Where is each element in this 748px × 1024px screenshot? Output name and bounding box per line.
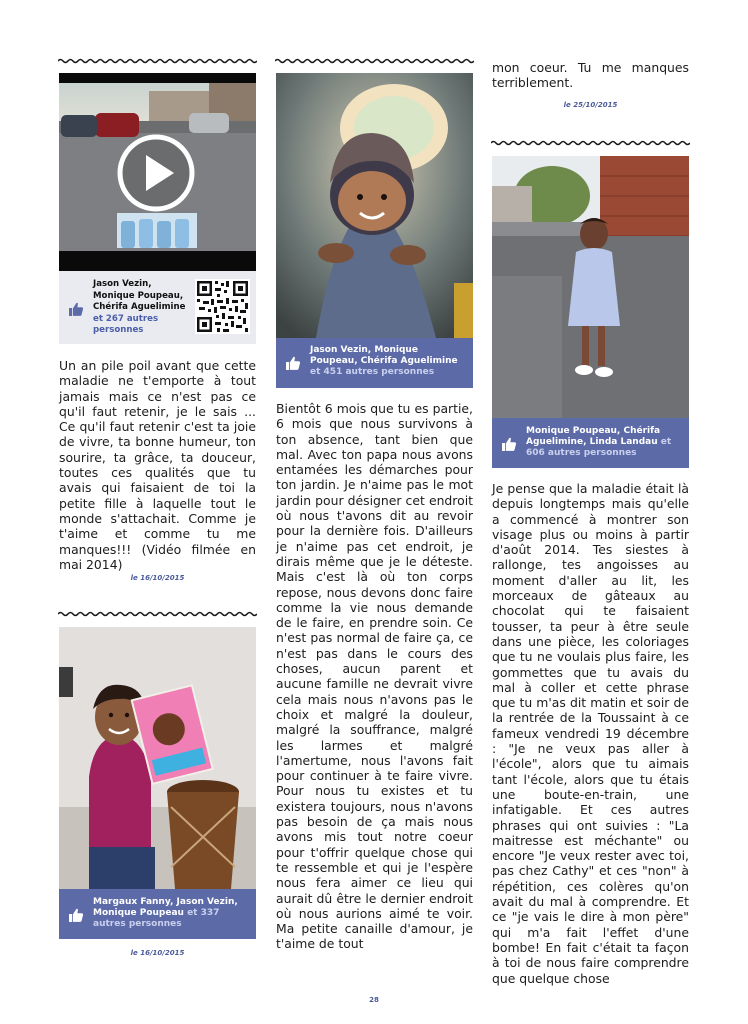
photo-image: [492, 156, 689, 418]
post-text-continued: mon coeur. Tu me manques terriblement.: [492, 60, 689, 91]
photo-girl-in-tunnel[interactable]: [276, 73, 473, 338]
like-thumb-icon: [285, 355, 301, 371]
play-icon[interactable]: [116, 133, 196, 213]
like-thumb-icon: [501, 436, 517, 452]
photo-like-bar: [492, 418, 689, 468]
like-names: Jason Vezin, Monique Poupeau, Chérifa Aguelimine: [310, 345, 458, 366]
video-player[interactable]: [59, 73, 256, 271]
post-text-video: Un an pile poil avant que cette maladie ne t'emporte à tout jamais mais ce n'est pas ce qu'il faut retenir, je le sais ... Ce qu'il faut retenir c'est ta joie de vivre, ta bonne humeur, ton sourire, ta grâce, ta douceur, toutes ces qualités que tu avais qui faisaient de toi la petite fille à laquelle tout le monde s'attachait. Comme je t'aime et comme tu me manques!!! (Vidéo filmée en mai 2014): [59, 358, 256, 572]
like-others: et 337 autres personnes: [93, 908, 220, 929]
photo-image: [59, 627, 256, 889]
photo-like-bar: [59, 889, 256, 939]
like-others: et 606 autres personnes: [526, 437, 672, 458]
wavy-divider: [275, 57, 474, 65]
like-names: Jason Vezin, Monique Poupeau, Chérifa Aguelimine: [93, 279, 186, 312]
like-others: et 451 autres personnes: [310, 367, 435, 377]
photo-girl-walking[interactable]: [492, 156, 689, 418]
post-text-illness: Je pense que la maladie était là depuis longtemps mais qu'elle a commencé à montrer son visage plus ou moins à partir d'août 2014. Tes siestes à rallonge, tes angoisses au moment d'aller au lit, les morceaux de gâteaux au chocolat qui te faisaient tousser, ta peur à être seule dans une pièce, les coloriages que tu ne voulais plus faire, les gommettes que tu avais du mal à coller et cette phrase que tu m'as dit matin et soir de la rentrée de la Toussaint à ce fameux vendredi 19 décembre : "Je ne veux pas aller à l'école", alors que tu aimais tant l'école, alors que tu étais une boute-en-train, une infatigable. Et ces autres phrases qui ont suivies : "La maitresse est méchante" ou encore "Je veux rester avec toi, pas chez Cathy" et ces "non" à répétition, ces colères qu'on avait du mal à comprendre. Et ce "je vais le dire à mon père" qui m'a fait l'effet d'une bombe! En fait c'était ta façon à toi de nous faire comprendre que quelque chose: [492, 481, 689, 986]
page-number: 28: [369, 996, 379, 1004]
qr-code[interactable]: [195, 279, 250, 334]
like-names: Margaux Fanny, Jason Vezin, Monique Poupeau: [93, 897, 238, 918]
photo-image: [276, 73, 473, 338]
post-date: le 16/10/2015: [130, 574, 185, 582]
video-like-bar: [59, 271, 256, 344]
post-text-garden: Bientôt 6 mois que tu es partie, 6 mois que nous survivons à ton absence, tant bien que mal. Avec ton papa nous avons entamées les démarches pour ton jardin. Je n'aime pas le mot jardin pour désigner cet endroit où nous t'avons dit au revoir pour la dernière fois. D'ailleurs je n'aime pas cet endroit, je dirais même que je le déteste. Mais c'est là où ton corps repose, nous devons donc faire comme la vie nous demande de le faire, en prendre soin. Ce n'est pas normal de faire ça, ce n'est pas dans le cours des choses, aucun parent et aucune famille ne devrait vivre cela mais nous n'avons pas le choix et malgré la douleur, malgré la souffrance, malgré les larmes et malgré l'amertume, nous l'avons fait pour continuer à te faire vivre. Pour nous tu existes et tu existera toujours, nous n'avons pas besoin de ça mais nous avons mis tout notre coeur pour t'offrir quelque chose qui te ressemble et qui je l'espère nous fera aimer ce lieu qui aurait dû être le dernier endroit où nous aurions aimé te voir. Ma petite canaille d'amour, je t'aime de tout: [276, 401, 473, 952]
like-others: et 267 autres personnes: [93, 313, 159, 335]
like-names: Monique Poupeau, Chérifa Aguelimine, Linda Landau: [526, 426, 661, 447]
post-date: le 16/10/2015: [130, 949, 185, 957]
like-thumb-outline-icon: [68, 301, 84, 317]
photo-like-bar: [276, 338, 473, 388]
wavy-divider: [491, 139, 690, 147]
post-date: le 25/10/2015: [563, 101, 618, 109]
wavy-divider: [58, 57, 257, 65]
wavy-divider: [58, 610, 257, 618]
like-thumb-icon: [68, 907, 84, 923]
photo-girl-with-book[interactable]: [59, 627, 256, 889]
